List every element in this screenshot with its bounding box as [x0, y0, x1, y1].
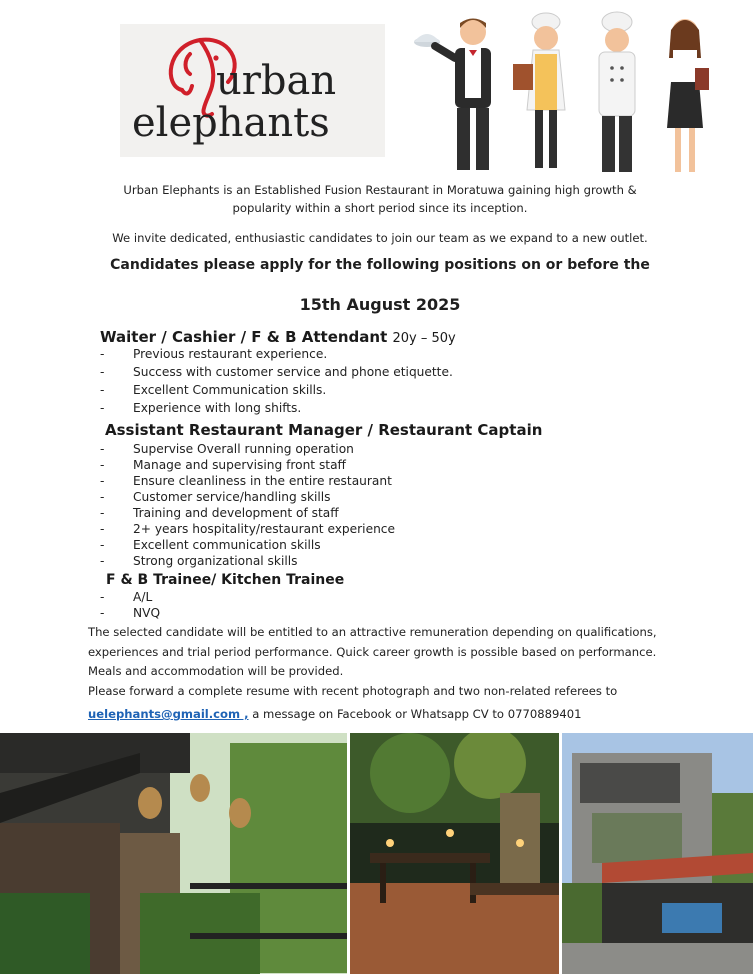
restaurant-photo-exterior	[562, 733, 753, 974]
list-item: - Strong organizational skills	[100, 553, 395, 569]
list-item: - Excellent Communication skills.	[100, 381, 453, 399]
restaurant-staff-illustration	[405, 8, 715, 180]
chef-woman-figure-icon	[513, 13, 565, 168]
position-title-trainee: F & B Trainee/ Kitchen Trainee	[106, 572, 345, 588]
list-item: - Manage and supervising front staff	[100, 457, 395, 473]
list-item: - Ensure cleanliness in the entire restaurant	[100, 473, 395, 489]
position-1-requirements	[100, 345, 453, 417]
list-item: - Customer service/handling skills	[100, 489, 395, 505]
list-item: - Supervise Overall running operation	[100, 441, 395, 457]
list-item: - A/L	[100, 589, 160, 605]
position-3-requirements	[100, 589, 160, 621]
urban-elephants-logo	[120, 24, 385, 157]
logo-elephants-text: elephants	[132, 100, 330, 146]
intro-line-2: popularity within a short period since its inception.	[232, 201, 528, 215]
restaurant-photo-interior	[0, 733, 347, 974]
list-item: - Success with customer service and phone etiquette.	[100, 363, 453, 381]
position-1-age: 20y – 50y	[392, 331, 456, 346]
contact-line	[88, 705, 678, 725]
waiter-figure-icon	[414, 19, 491, 171]
position-title-manager: Assistant Restaurant Manager / Restaurant Captain	[105, 421, 543, 439]
contact-details: a message on Facebook or Whatsapp CV to 0770889401	[248, 707, 582, 721]
intro-line-3: We invite dedicated, enthusiastic candidates to join our team as we expand to a new outlet.	[112, 231, 648, 245]
position-2-requirements	[100, 441, 395, 569]
intro-line-1: Urban Elephants is an Established Fusion Restaurant in Moratuwa gaining high growth &	[123, 183, 637, 197]
logo-urban-text: urban	[216, 58, 337, 104]
remuneration-paragraph: The selected candidate will be entitled to an attractive remuneration depending on qualifications, experiences and trial period performance. Quick career growth is possible based on performance. Meals and accommodation will be provided.	[88, 625, 657, 678]
hostess-figure-icon	[667, 19, 709, 172]
list-item: - 2+ years hospitality/restaurant experience	[100, 521, 395, 537]
chef-man-figure-icon	[599, 12, 635, 172]
restaurant-photo-courtyard	[350, 733, 559, 974]
apply-headline: Candidates please apply for the following positions on or before the	[110, 257, 650, 273]
list-item: - NVQ	[100, 605, 160, 621]
resume-instructions: Please forward a complete resume with recent photograph and two non-related referees to	[88, 684, 618, 698]
email-link[interactable]: uelephants@gmail.com ,	[88, 707, 249, 721]
deadline-date: 15th August 2025	[299, 295, 461, 314]
list-item: - Training and development of staff	[100, 505, 395, 521]
position-title-waiter	[100, 328, 456, 346]
list-item: - Previous restaurant experience.	[100, 345, 453, 363]
position-1-title: Waiter / Cashier / F & B Attendant	[100, 328, 388, 346]
elephant-logo-icon	[120, 24, 385, 157]
list-item: - Excellent communication skills	[100, 537, 395, 553]
list-item: - Experience with long shifts.	[100, 399, 453, 417]
